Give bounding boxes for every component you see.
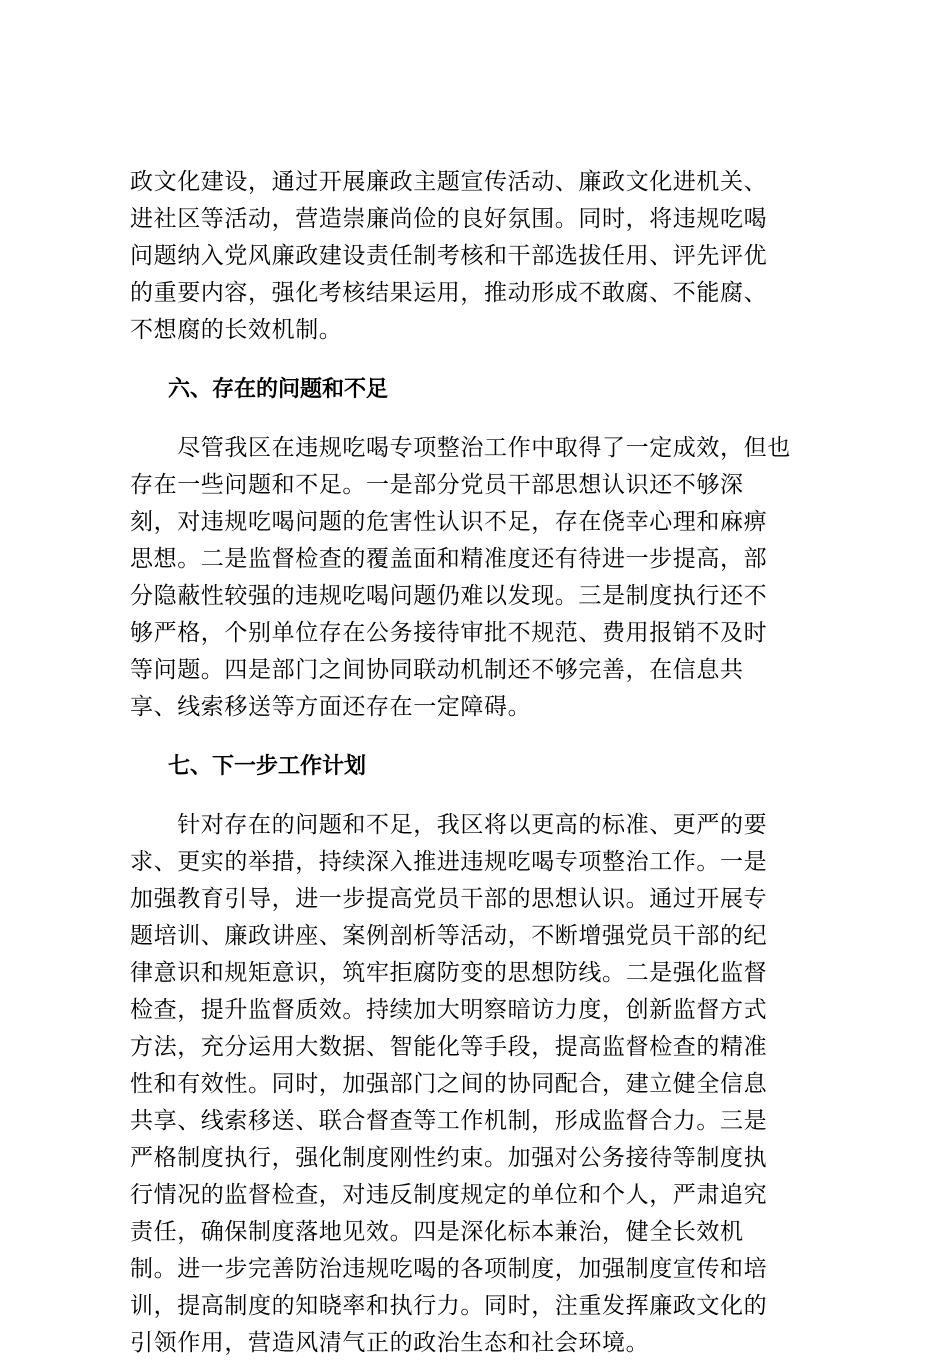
text-line: 制。进一步完善防治违规吃喝的各项制度，加强制度宣传和培 [130,1256,768,1282]
text-line: 加强教育引导，进一步提高党员干部的思想认识。通过开展专 [130,886,768,912]
text-line: 的重要内容，强化考核结果运用，推动形成不敢腐、不能腐、 [130,280,768,306]
text-line: 针对存在的问题和不足，我区将以更高的标准、更严的要 [130,812,768,838]
text-line: 题培训、廉政讲座、案例剖析等活动，不断增强党员干部的纪 [130,923,768,949]
text-line: 检查，提升监督质效。持续加大明察暗访力度，创新监督方式 [130,997,768,1023]
text-line: 进社区等活动，营造崇廉尚俭的良好氛围。同时，将违规吃喝 [130,206,768,232]
text-line: 训，提高制度的知晓率和执行力。同时，注重发挥廉政文化的 [130,1293,768,1319]
text-line: 分隐蔽性较强的违规吃喝问题仍难以发现。三是制度执行还不 [130,583,768,609]
text-line: 政文化建设，通过开展廉政主题宣传活动、廉政文化进机关、 [130,169,768,195]
text-line: 刻，对违规吃喝问题的危害性认识不足，存在侥幸心理和麻痹 [130,509,768,535]
text-line: 享、线索移送等方面还存在一定障碍。 [130,694,532,720]
text-line: 不想腐的长效机制。 [130,317,343,343]
text-line: 够严格，个别单位存在公务接待审批不规范、费用报销不及时 [130,620,768,646]
text-line: 严格制度执行，强化制度刚性约束。加强对公务接待等制度执 [130,1145,768,1171]
document-page [130,164,830,1362]
text-line: 性和有效性。同时，加强部门之间的协同配合，建立健全信息 [130,1071,768,1097]
text-line: 求、更实的举措，持续深入推进违规吃喝专项整治工作。一是 [130,849,768,875]
problems-paragraph [130,430,830,726]
text-line: 方法，充分运用大数据、智能化等手段，提高监督检查的精准 [130,1034,768,1060]
text-line: 思想。二是监督检查的覆盖面和精准度还有待进一步提高，部 [130,546,768,572]
section-heading-next-steps: 七、下一步工作计划 [168,754,367,779]
text-line: 等问题。四是部门之间协同联动机制还不够完善，在信息共 [130,657,744,683]
text-line: 引领作用，营造风清气正的政治生态和社会环境。 [130,1330,650,1356]
text-line: 共享、线索移送、联合督查等工作机制，形成监督合力。三是 [130,1108,768,1134]
text-line: 责任，确保制度落地见效。四是深化标本兼治，健全长效机 [130,1219,744,1245]
text-line: 尽管我区在违规吃喝专项整治工作中取得了一定成效，但也 [130,435,791,461]
text-line: 行情况的监督检查，对违反制度规定的单位和个人，严肃追究 [130,1182,768,1208]
section-heading-problems: 六、存在的问题和不足 [168,377,389,402]
text-line: 存在一些问题和不足。一是部分党员干部思想认识还不够深 [130,472,744,498]
next-steps-paragraph [130,807,830,1362]
text-line: 问题纳入党风廉政建设责任制考核和干部选拔任用、评先评优 [130,243,768,269]
intro-paragraph [130,164,830,349]
text-line: 律意识和规矩意识，筑牢拒腐防变的思想防线。二是强化监督 [130,960,768,986]
